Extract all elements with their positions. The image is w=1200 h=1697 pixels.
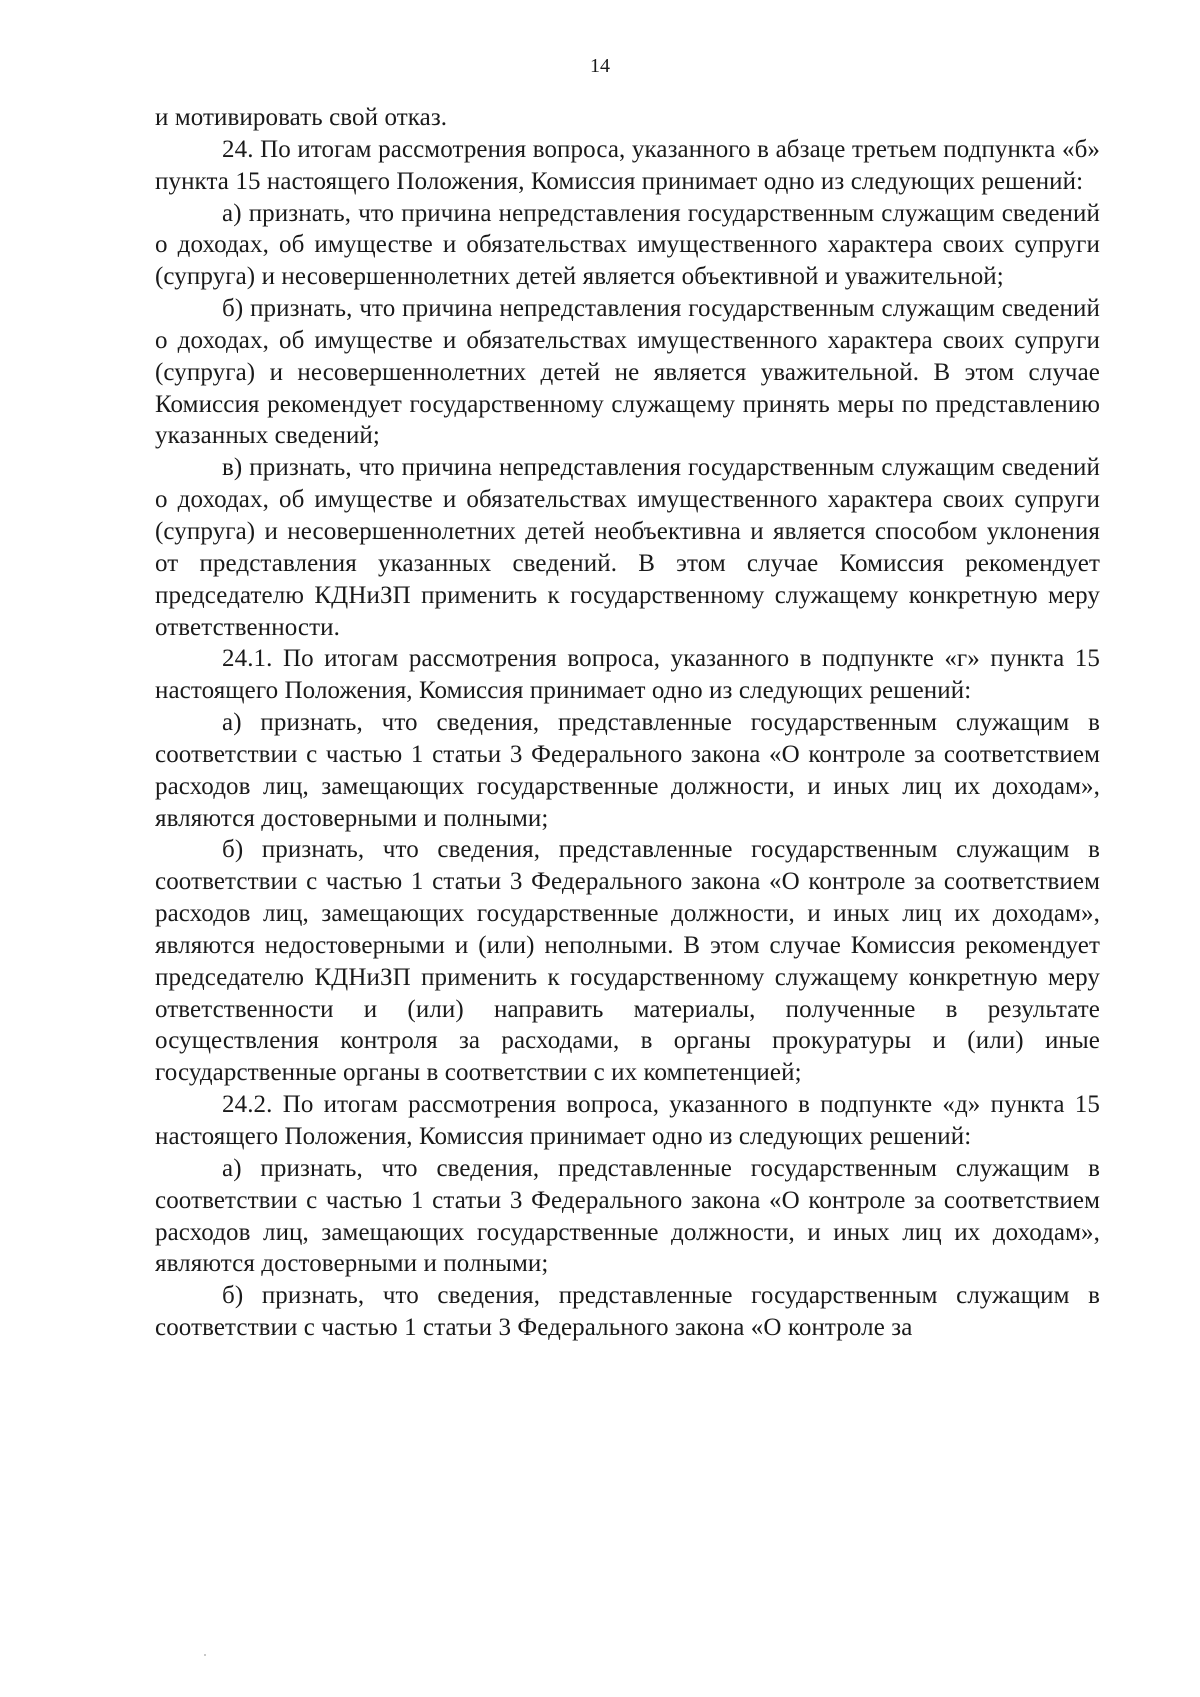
paragraph-24-2-subitem-a: а) признать, что сведения, представленные государственным служащим в соответствии с частью 1 статьи 3 Федерального закона «О контроле за соответствием расходов лиц, замещающих государственные должности, и иных лиц их доходам», являются достоверными и полными; — [155, 1154, 1100, 1278]
scan-speck — [204, 1654, 206, 1656]
document-body — [155, 102, 1100, 1344]
paragraph-item-24-1: 24.1. По итогам рассмотрения вопроса, указанного в подпункте «г» пункта 15 настоящего Положения, Комиссия принимает одно из следующих решений: — [155, 645, 1100, 705]
paragraph-24-2-subitem-b: б) признать, что сведения, представленные государственным служащим в соответствии с частью 1 статьи 3 Федерального закона «О контроле за — [155, 1282, 1100, 1342]
page-number: 14 — [590, 55, 610, 77]
paragraph-24-subitem-b: б) признать, что причина непредставления государственным служащим сведений о доходах, об имуществе и обязательствах имущественного характера своих супруги (супруга) и несовершеннолетних детей не является уважительной. В этом случае Комиссия рекомендует государственному служащему принять меры по представлению указанных сведений; — [155, 295, 1100, 450]
paragraph-continuation: и мотивировать свой отказ. — [155, 104, 448, 131]
paragraph-24-subitem-a: а) признать, что причина непредставления государственным служащим сведений о доходах, об имуществе и обязательствах имущественного характера своих супруги (супруга) и несовершеннолетних детей является объективной и уважительной; — [155, 199, 1100, 291]
paragraph-item-24: 24. По итогам рассмотрения вопроса, указанного в абзаце третьем подпункта «б» пункта 15 настоящего Положения, Комиссия принимает одно из следующих решений: — [155, 135, 1100, 195]
paragraph-item-24-2: 24.2. По итогам рассмотрения вопроса, указанного в подпункте «д» пункта 15 настоящего Положения, Комиссия принимает одно из следующих решений: — [155, 1091, 1100, 1150]
paragraph-24-1-subitem-a: а) признать, что сведения, представленные государственным служащим в соответствии с частью 1 статьи 3 Федерального закона «О контроле за соответствием расходов лиц, замещающих государственные должности, и иных лиц их доходам», являются достоверными и полными; — [155, 709, 1100, 832]
paragraph-24-subitem-v: в) признать, что причина непредставления государственным служащим сведений о доходах, об имуществе и обязательствах имущественного характера своих супруги (супруга) и несовершеннолетних детей необъективна и является способом уклонения от представления указанных сведений. В этом случае Комиссия рекомендует председателю КДНиЗП применить к государственному служащему конкретную меру ответственности. — [155, 454, 1100, 641]
paragraph-24-1-subitem-b: б) признать, что сведения, представленные государственным служащим в соответствии с частью 1 статьи 3 Федерального закона «О контроле за соответствием расходов лиц, замещающих государственные должности, и иных лиц их доходам», являются недостоверными и (или) неполными. В этом случае Комиссия рекомендует председателю КДНиЗП применить к государственному служащему конкретную меру ответственности и (или) направить материалы, полученные в результате осуществления контроля за расходами, в органы прокуратуры и (или) иные государственные органы в соответствии с их компетенцией; — [155, 836, 1100, 1087]
